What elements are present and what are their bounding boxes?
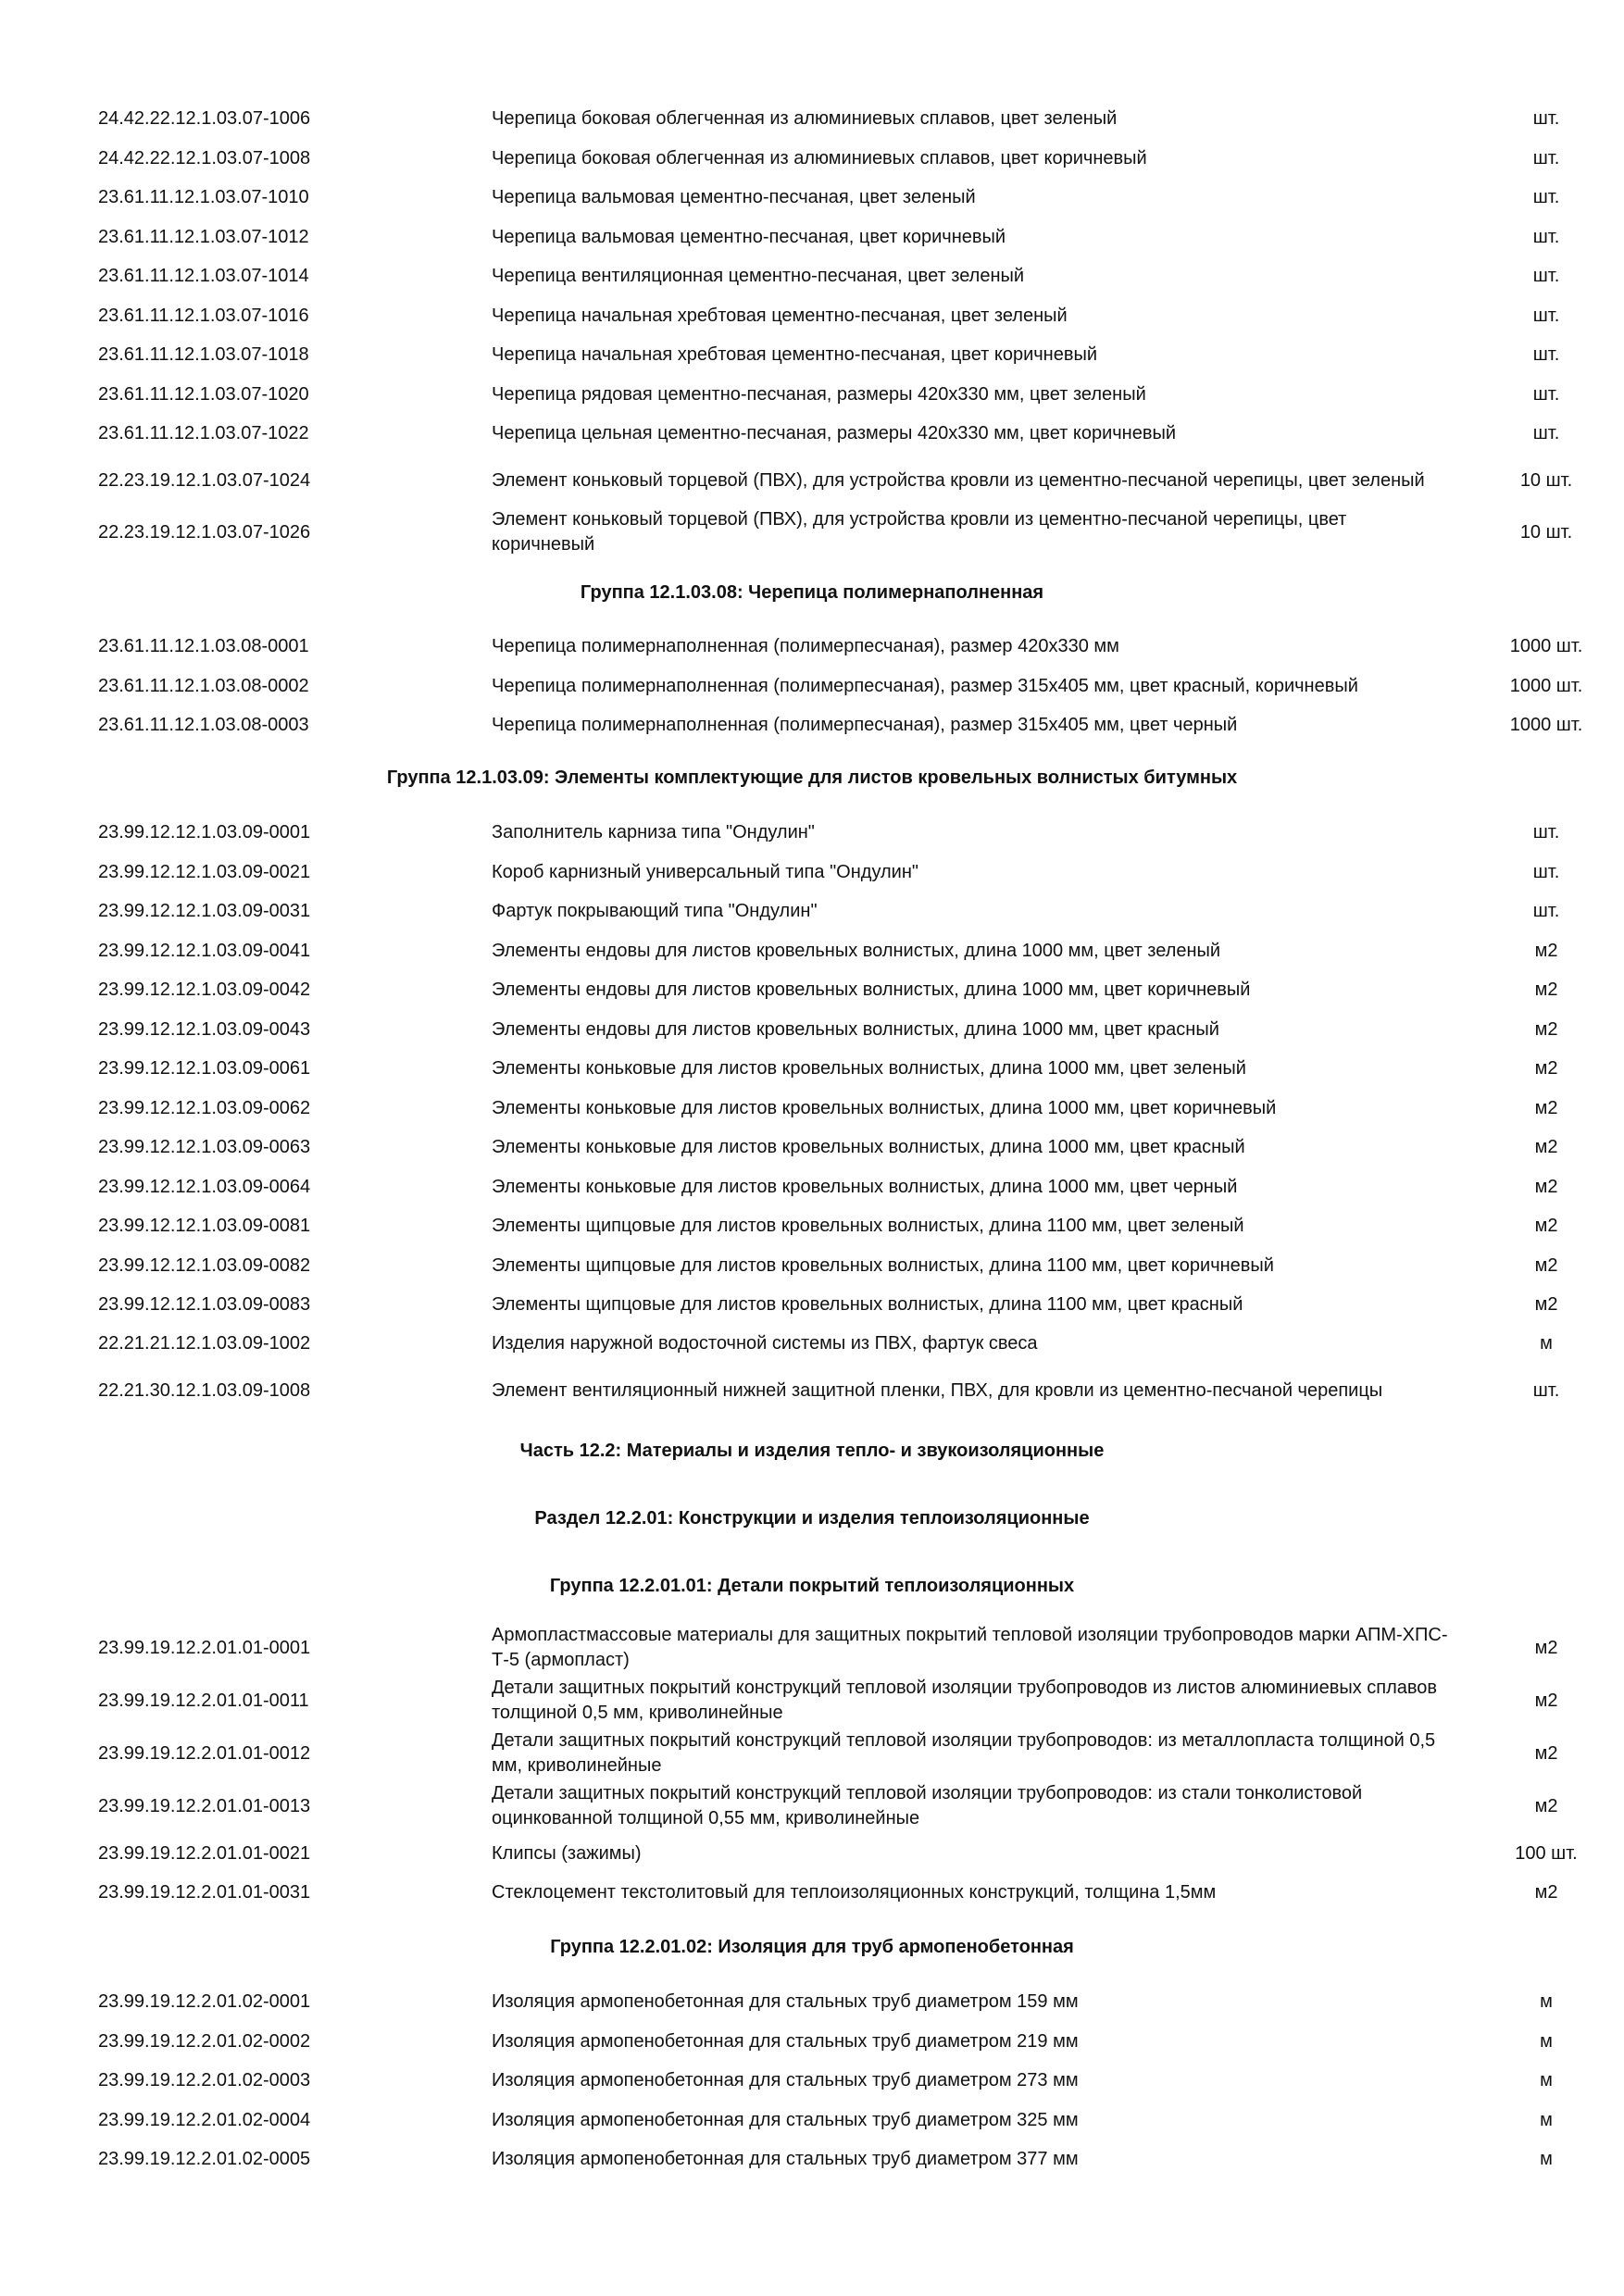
table-row	[0, 898, 1624, 924]
item-name: Детали защитных покрытий конструкций тепловой изоляции трубопроводов из листов алюминиевых сплавов толщиной 0,5 мм, криволинейные	[492, 1678, 1438, 1723]
table-row	[0, 2107, 1624, 2133]
table-row	[0, 1676, 1624, 1726]
item-code: 24.42.22.12.1.03.07-1006	[98, 107, 311, 129]
item-name: Короб карнизный универсальный типа "Ондулин"	[492, 861, 918, 882]
item-code: 23.99.19.12.2.01.02-0005	[98, 2148, 311, 2169]
item-code: 23.61.11.12.1.03.07-1010	[98, 186, 309, 207]
section-heading: Группа 12.2.01.01: Детали покрытий теплоизоляционных	[549, 1576, 1075, 1596]
table-row	[0, 1213, 1624, 1239]
item-name: Армопластмассовые материалы для защитных покрытий тепловой изоляции трубопроводов марки АПМ-ХПС-Т-5 (армопласт)	[492, 1625, 1448, 1670]
table-row	[0, 1879, 1624, 1905]
item-name: Элементы коньковые для листов кровельных волнистых, длина 1000 мм, цвет зеленый	[492, 1057, 1246, 1079]
item-name: Черепица полимернаполненная (полимерпесчаная), размер 420х330 мм	[492, 635, 1119, 656]
item-name: Черепица вальмовая цементно-песчаная, цвет коричневый	[492, 226, 1006, 247]
item-unit: 1000 шт.	[1509, 675, 1583, 696]
item-unit: м2	[1534, 1215, 1558, 1236]
item-name: Черепица начальная хребтовая цементно-песчаная, цвет зеленый	[492, 305, 1068, 326]
table-row	[0, 1174, 1624, 1200]
item-name: Элементы коньковые для листов кровельных волнистых, длина 1000 мм, цвет коричневый	[492, 1097, 1277, 1118]
item-unit: шт.	[1532, 383, 1560, 405]
item-code: 23.99.19.12.2.01.01-0001	[98, 1637, 311, 1658]
item-name: Элементы щипцовые для листов кровельных волнистых, длина 1100 мм, цвет зеленый	[492, 1215, 1244, 1236]
item-unit: шт.	[1532, 343, 1560, 365]
item-unit: шт.	[1532, 861, 1560, 882]
item-name: Клипсы (зажимы)	[492, 1842, 642, 1864]
item-code: 23.99.12.12.1.03.09-0064	[98, 1176, 311, 1197]
item-code: 23.61.11.12.1.03.08-0001	[98, 635, 309, 656]
section-heading: Группа 12.2.01.02: Изоляция для труб армопенобетонная	[550, 1937, 1074, 1957]
item-name: Элементы ендовы для листов кровельных волнистых, длина 1000 мм, цвет коричневый	[492, 979, 1251, 1000]
item-unit: м	[1540, 2030, 1553, 2052]
item-name: Заполнитель карниза типа "Ондулин"	[492, 821, 815, 842]
section-heading: Часть 12.2: Материалы и изделия тепло- и звукоизоляционные	[519, 1441, 1105, 1461]
item-code: 24.42.22.12.1.03.07-1008	[98, 147, 311, 168]
item-unit: 10 шт.	[1519, 469, 1573, 491]
table-row	[0, 2146, 1624, 2172]
item-name: Изоляция армопенобетонная для стальных труб диаметром 325 мм	[492, 2109, 1079, 2130]
item-unit: шт.	[1532, 186, 1560, 207]
item-unit: м2	[1534, 1881, 1558, 1903]
item-name: Элемент вентиляционный нижней защитной пленки, ПВХ, для кровли из цементно-песчаной черепицы	[492, 1379, 1383, 1401]
item-unit: м2	[1534, 1637, 1558, 1658]
section-heading: Группа 12.1.03.09: Элементы комплектующие для листов кровельных волнистых битумных	[386, 767, 1238, 788]
item-code: 22.21.30.12.1.03.09-1008	[98, 1379, 311, 1401]
table-row	[0, 1378, 1624, 1404]
table-row	[0, 303, 1624, 329]
item-name: Изоляция армопенобетонная для стальных труб диаметром 273 мм	[492, 2069, 1079, 2090]
item-code: 23.61.11.12.1.03.08-0002	[98, 675, 309, 696]
item-unit: шт.	[1532, 305, 1560, 326]
item-unit: м2	[1534, 1097, 1558, 1118]
item-code: 22.23.19.12.1.03.07-1024	[98, 469, 311, 491]
item-unit: шт.	[1532, 422, 1560, 443]
item-unit: м	[1540, 2148, 1553, 2169]
item-name: Элементы щипцовые для листов кровельных волнистых, длина 1100 мм, цвет красный	[492, 1293, 1243, 1315]
table-row	[0, 224, 1624, 250]
table-row	[0, 2028, 1624, 2054]
item-code: 23.99.12.12.1.03.09-0042	[98, 979, 311, 1000]
table-row	[0, 1134, 1624, 1160]
item-code: 22.23.19.12.1.03.07-1026	[98, 521, 311, 543]
table-row	[0, 859, 1624, 885]
item-name: Элемент коньковый торцевой (ПВХ), для устройства кровли из цементно-песчаной черепицы, цвет зеленый	[492, 469, 1425, 491]
item-name: Фартук покрывающий типа "Ондулин"	[492, 900, 818, 921]
item-unit: м	[1540, 1990, 1553, 2012]
table-row	[0, 977, 1624, 1003]
item-unit: шт.	[1532, 821, 1560, 842]
item-code: 23.99.12.12.1.03.09-0061	[98, 1057, 311, 1079]
item-code: 23.61.11.12.1.03.07-1014	[98, 265, 309, 286]
item-code: 23.99.12.12.1.03.09-0041	[98, 940, 311, 961]
item-code: 23.61.11.12.1.03.07-1020	[98, 383, 309, 405]
item-name: Черепица полимернаполненная (полимерпесчаная), размер 315х405 мм, цвет черный	[492, 714, 1238, 735]
item-unit: м2	[1534, 1057, 1558, 1079]
item-unit: м2	[1534, 1293, 1558, 1315]
table-row	[0, 712, 1624, 738]
table-row	[0, 2067, 1624, 2093]
table-row	[0, 263, 1624, 289]
item-code: 23.99.12.12.1.03.09-0001	[98, 821, 311, 842]
item-code: 23.61.11.12.1.03.07-1016	[98, 305, 309, 326]
item-code: 22.21.21.12.1.03.09-1002	[98, 1332, 311, 1354]
table-row	[0, 1017, 1624, 1042]
item-name: Элементы ендовы для листов кровельных волнистых, длина 1000 мм, цвет зеленый	[492, 940, 1221, 961]
item-code: 23.99.19.12.2.01.02-0001	[98, 1990, 311, 2012]
item-code: 23.99.19.12.2.01.01-0011	[98, 1690, 309, 1711]
item-code: 23.99.19.12.2.01.02-0002	[98, 2030, 311, 2052]
item-code: 23.99.12.12.1.03.09-0043	[98, 1018, 311, 1040]
item-code: 23.99.19.12.2.01.01-0012	[98, 1742, 311, 1764]
item-name: Элементы коньковые для листов кровельных волнистых, длина 1000 мм, цвет черный	[492, 1176, 1238, 1197]
table-row	[0, 1292, 1624, 1317]
item-unit: м2	[1534, 1742, 1558, 1764]
item-name: Черепица боковая облегченная из алюминиевых сплавов, цвет зеленый	[492, 107, 1118, 129]
item-code: 23.99.12.12.1.03.09-0062	[98, 1097, 311, 1118]
item-code: 23.61.11.12.1.03.07-1018	[98, 343, 309, 365]
item-name: Детали защитных покрытий конструкций тепловой изоляции трубопроводов: из стали тонколистовой оцинкованной толщиной 0,55 мм, криволинейные	[492, 1783, 1363, 1828]
item-unit: м	[1540, 2069, 1553, 2090]
item-unit: м2	[1534, 1136, 1558, 1157]
table-row	[0, 1623, 1624, 1673]
item-code: 23.99.12.12.1.03.09-0083	[98, 1293, 311, 1315]
item-code: 23.99.19.12.2.01.01-0021	[98, 1842, 311, 1864]
item-code: 23.61.11.12.1.03.07-1022	[98, 422, 309, 443]
item-unit: шт.	[1532, 900, 1560, 921]
section-heading: Группа 12.1.03.08: Черепица полимернаполненная	[580, 582, 1044, 603]
item-code: 23.99.19.12.2.01.02-0004	[98, 2109, 311, 2130]
table-row	[0, 455, 1624, 505]
table-row	[0, 1781, 1624, 1831]
table-row	[0, 819, 1624, 845]
item-name: Элементы коньковые для листов кровельных волнистых, длина 1000 мм, цвет красный	[492, 1136, 1245, 1157]
item-name: Черепица цельная цементно-песчаная, размеры 420х330 мм, цвет коричневый	[492, 422, 1177, 443]
item-unit: шт.	[1532, 147, 1560, 168]
item-unit: м2	[1534, 1254, 1558, 1276]
item-code: 23.99.12.12.1.03.09-0063	[98, 1136, 311, 1157]
item-name: Элементы щипцовые для листов кровельных волнистых, длина 1100 мм, цвет коричневый	[492, 1254, 1274, 1276]
table-row	[0, 420, 1624, 446]
item-code: 23.99.19.12.2.01.01-0031	[98, 1881, 311, 1903]
section-heading: Раздел 12.2.01: Конструкции и изделия теплоизоляционные	[534, 1508, 1090, 1529]
item-unit: м2	[1534, 979, 1558, 1000]
item-name: Детали защитных покрытий конструкций тепловой изоляции трубопроводов: из металлопласта толщиной 0,5 мм, криволинейные	[492, 1730, 1436, 1776]
item-name: Черепица боковая облегченная из алюминиевых сплавов, цвет коричневый	[492, 147, 1147, 168]
item-name: Изделия наружной водосточной системы из ПВХ, фартук свеса	[492, 1332, 1038, 1354]
item-unit: м2	[1534, 1018, 1558, 1040]
item-name: Стеклоцемент текстолитовый для теплоизоляционных конструкций, толщина 1,5мм	[492, 1881, 1217, 1903]
item-unit: 1000 шт.	[1509, 635, 1583, 656]
table-row	[0, 938, 1624, 964]
item-unit: 1000 шт.	[1509, 714, 1583, 735]
item-code: 23.99.19.12.2.01.01-0013	[98, 1795, 311, 1816]
table-row	[0, 507, 1624, 557]
table-row	[0, 1330, 1624, 1356]
item-name: Черепица вентиляционная цементно-песчаная, цвет зеленый	[492, 265, 1025, 286]
item-code: 23.99.12.12.1.03.09-0021	[98, 861, 311, 882]
item-unit: м2	[1534, 940, 1558, 961]
item-unit: шт.	[1532, 265, 1560, 286]
table-row	[0, 342, 1624, 368]
item-code: 23.99.19.12.2.01.02-0003	[98, 2069, 311, 2090]
item-unit: м2	[1534, 1795, 1558, 1816]
table-row	[0, 633, 1624, 659]
item-name: Черепица вальмовая цементно-песчаная, цвет зеленый	[492, 186, 976, 207]
item-name: Элементы ендовы для листов кровельных волнистых, длина 1000 мм, цвет красный	[492, 1018, 1219, 1040]
item-name: Черепица начальная хребтовая цементно-песчаная, цвет коричневый	[492, 343, 1098, 365]
table-row	[0, 381, 1624, 407]
item-unit: 10 шт.	[1519, 521, 1573, 543]
item-unit: м	[1540, 2109, 1553, 2130]
item-unit: м2	[1534, 1690, 1558, 1711]
table-row	[0, 145, 1624, 171]
table-row	[0, 1728, 1624, 1778]
item-unit: м	[1540, 1332, 1553, 1354]
item-code: 23.99.12.12.1.03.09-0031	[98, 900, 311, 921]
table-row	[0, 1253, 1624, 1279]
item-name: Изоляция армопенобетонная для стальных труб диаметром 219 мм	[492, 2030, 1079, 2052]
item-unit: шт.	[1532, 107, 1560, 129]
table-row	[0, 1841, 1624, 1866]
item-unit: м2	[1534, 1176, 1558, 1197]
table-row	[0, 1055, 1624, 1081]
table-row	[0, 673, 1624, 699]
item-code: 23.61.11.12.1.03.08-0003	[98, 714, 309, 735]
item-unit: 100 шт.	[1515, 1842, 1578, 1864]
table-row	[0, 184, 1624, 210]
item-name: Изоляция армопенобетонная для стальных труб диаметром 159 мм	[492, 1990, 1079, 2012]
item-unit: шт.	[1532, 1379, 1560, 1401]
table-row	[0, 106, 1624, 131]
item-code: 23.99.12.12.1.03.09-0081	[98, 1215, 311, 1236]
item-name: Изоляция армопенобетонная для стальных труб диаметром 377 мм	[492, 2148, 1079, 2169]
item-name: Элемент коньковый торцевой (ПВХ), для устройства кровли из цементно-песчаной черепицы, цвет коричневый	[492, 509, 1347, 555]
item-code: 23.61.11.12.1.03.07-1012	[98, 226, 309, 247]
item-code: 23.99.12.12.1.03.09-0082	[98, 1254, 311, 1276]
table-row	[0, 1989, 1624, 2015]
item-unit: шт.	[1532, 226, 1560, 247]
table-row	[0, 1095, 1624, 1121]
item-name: Черепица рядовая цементно-песчаная, размеры 420х330 мм, цвет зеленый	[492, 383, 1146, 405]
item-name: Черепица полимернаполненная (полимерпесчаная), размер 315х405 мм, цвет красный, коричневый	[492, 675, 1358, 696]
